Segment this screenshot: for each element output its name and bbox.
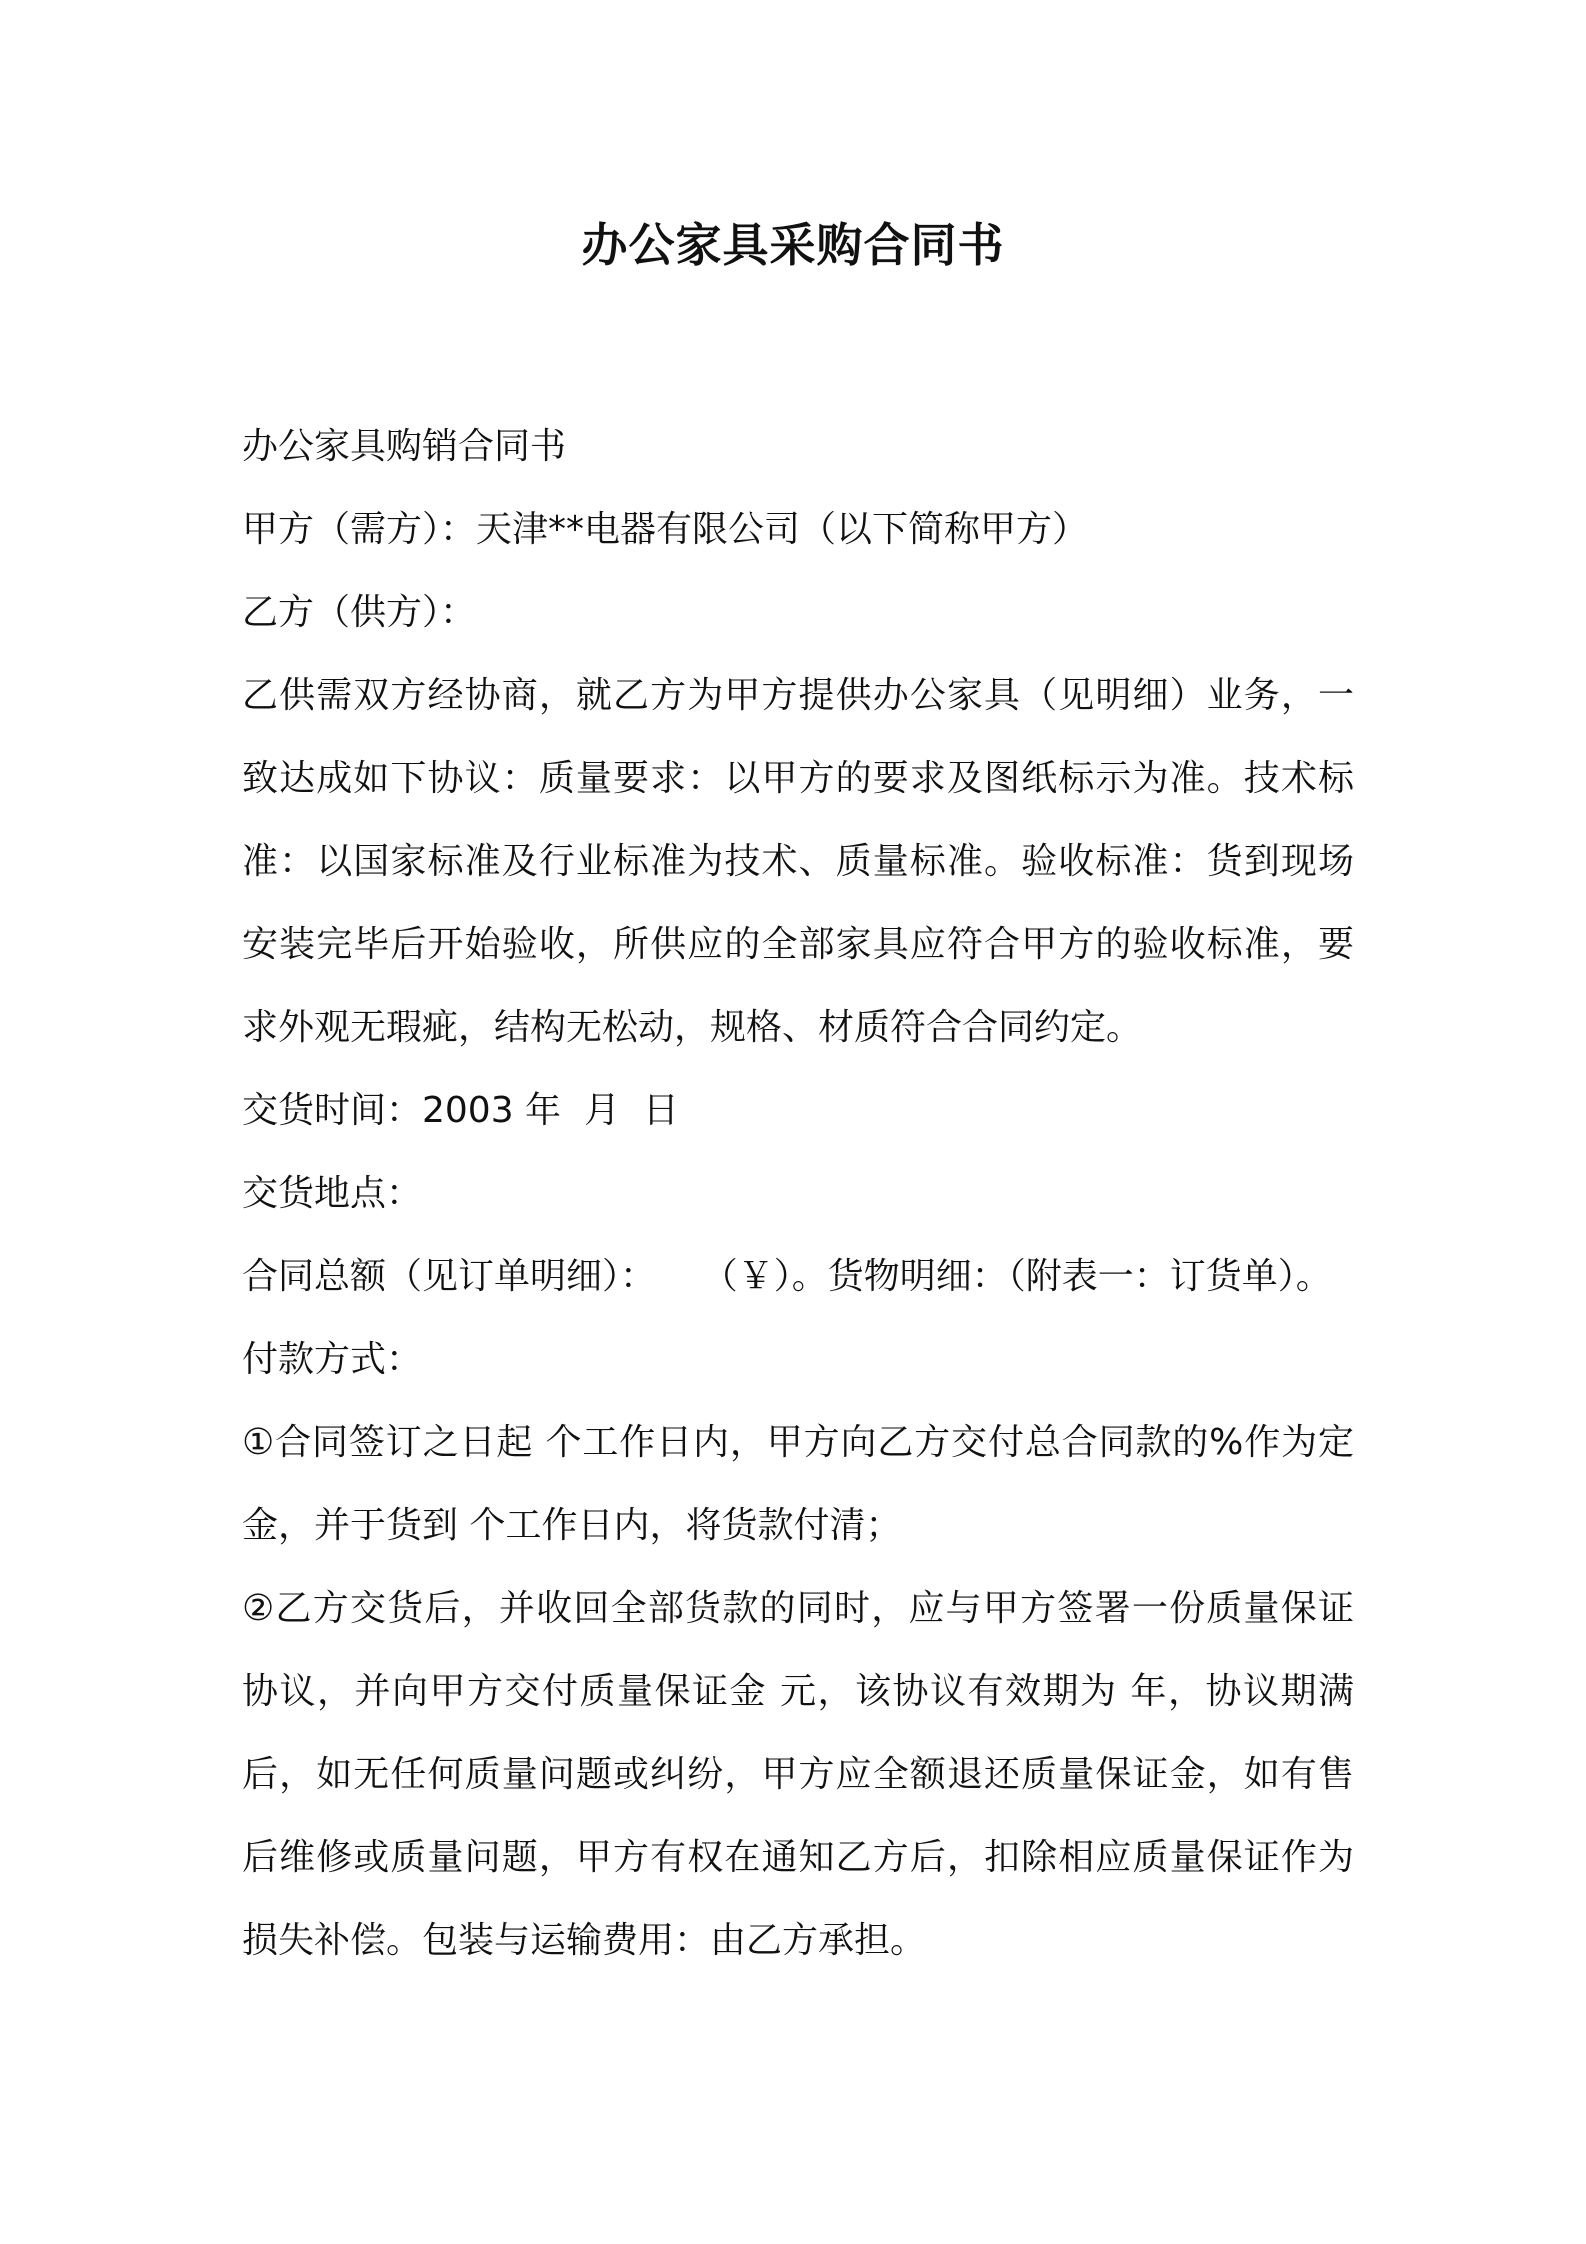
payment-clause-1: ①合同签订之日起 个工作日内，甲方向乙方交付总合同款的%作为定金，并于货到 个工作日内，将货款付清； [242, 1422, 1354, 1546]
document-body [242, 405, 1354, 1982]
party-a-line: 甲方（需方）：天津**电器有限公司（以下简称甲方） [242, 509, 1089, 550]
contract-subtitle: 办公家具购销合同书 [242, 426, 567, 467]
delivery-time-line: 交货时间：2003 年 月 日 [242, 1090, 679, 1131]
payment-clause-2: ②乙方交货后，并收回全部货款的同时，应与甲方签署一份质量保证协议，并向甲方交付质量保证金 元，该协议有效期为 年，协议期满后，如无任何质量问题或纠纷，甲方应全额退还质量保证金，如有售后维修或质量问题，甲方有权在通知乙方后，扣除相应质量保证作为损失补偿。包装与运输费用：由乙方承担。 [242, 1588, 1354, 1961]
document-title: 办公家具采购合同书 [581, 218, 1005, 272]
total-amount-line: 合同总额（见订单明细）： （￥）。货物明细：（附表一：订货单）。 [242, 1256, 1332, 1297]
delivery-place-line: 交货地点： [242, 1173, 423, 1214]
payment-method-heading: 付款方式： [242, 1339, 423, 1380]
agreement-paragraph: 乙供需双方经协商，就乙方为甲方提供办公家具（见明细）业务，一致达成如下协议：质量要求：以甲方的要求及图纸标示为准。技术标准：以国家标准及行业标准为技术、质量标准。验收标准：货到现场安装完毕后开始验收，所供应的全部家具应符合甲方的验收标准，要求外观无瑕疵，结构无松动，规格、材质符合合同约定。 [242, 675, 1354, 1048]
party-b-line: 乙方（供方）： [242, 592, 477, 633]
